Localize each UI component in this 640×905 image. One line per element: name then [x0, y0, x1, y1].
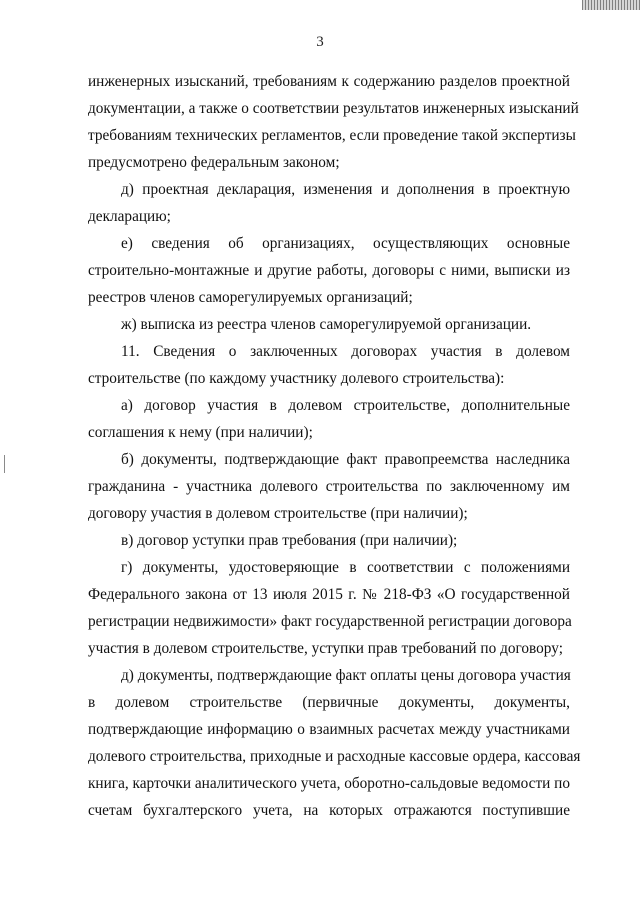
- text-line: предусмотрено федеральным законом;: [88, 154, 340, 171]
- paragraph-start: ж) выписка из реестра членов саморегулируемой организации.: [121, 316, 532, 333]
- text-line: декларацию;: [88, 208, 171, 225]
- text-line: договору участия в долевом строительстве (при наличии);: [88, 505, 468, 522]
- paragraph-start: д) документы, подтверждающие факт оплаты цены договора участия: [121, 667, 571, 684]
- text-line: в долевом строительстве (первичные документы, документы,: [88, 694, 570, 711]
- text-line: регистрации недвижимости» факт государственной регистрации договора: [88, 613, 572, 630]
- text-line: счетам бухгалтерского учета, на которых отражаются поступившие: [88, 802, 570, 819]
- paragraph-start: б) документы, подтверждающие факт правопреемства наследника: [121, 451, 570, 468]
- text-line: документации, а также о соответствии результатов инженерных изысканий: [88, 100, 579, 117]
- paragraph-start: д) проектная декларация, изменения и дополнения в проектную: [121, 181, 570, 198]
- text-line: гражданина - участника долевого строительства по заключенному им: [88, 478, 570, 495]
- page-number: 3: [316, 34, 324, 50]
- text-line: строительно-монтажные и другие работы, договоры с ними, выписки из: [88, 262, 570, 279]
- text-line: Федерального закона от 13 июля 2015 г. № 218-ФЗ «О государственной: [88, 586, 570, 603]
- text-line: долевого строительства, приходные и расходные кассовые ордера, кассовая: [88, 748, 581, 765]
- paragraph-start: в) договор уступки прав требования (при наличии);: [121, 532, 458, 549]
- text-line: строительстве (по каждому участнику долевого строительства):: [88, 370, 505, 387]
- text-line: соглашения к нему (при наличии);: [88, 424, 313, 441]
- text-line: инженерных изысканий, требованиям к содержанию разделов проектной: [88, 73, 570, 90]
- text-line: книга, карточки аналитического учета, оборотно-сальдовые ведомости по: [88, 775, 570, 792]
- text-line: подтверждающие информацию о взаимных расчетах между участниками: [88, 721, 570, 738]
- paragraph-start: а) договор участия в долевом строительстве, дополнительные: [121, 397, 570, 414]
- section-heading-11: 11. Сведения о заключенных договорах участия в долевом: [121, 343, 570, 360]
- text-line: реестров членов саморегулируемых организаций;: [88, 289, 413, 306]
- text-line: участия в долевом строительстве, уступки прав требований по договору;: [88, 640, 563, 657]
- paragraph-start: г) документы, удостоверяющие в соответствии с положениями: [121, 559, 570, 576]
- paragraph-start: е) сведения об организациях, осуществляющих основные: [121, 235, 570, 252]
- text-line: требованиям технических регламентов, если проведение такой экспертизы: [88, 127, 576, 144]
